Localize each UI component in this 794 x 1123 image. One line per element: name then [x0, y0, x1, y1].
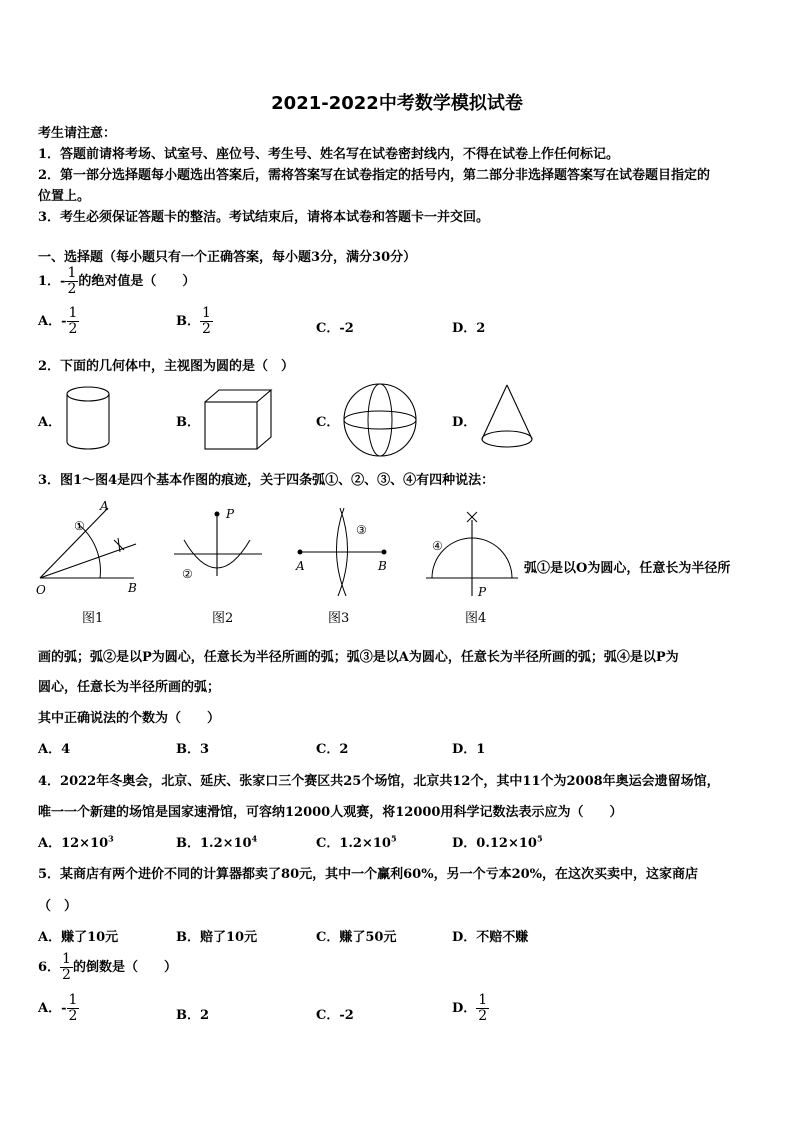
arc-label: ④ [432, 539, 443, 553]
fraction-numerator: 1 [68, 305, 78, 321]
fraction [65, 266, 78, 297]
option-d: D．1 [452, 742, 486, 757]
question-3-text: 画的弧；弧②是以P为圆心，任意长为半径所画的弧；弧③是以A为圆心，任意长为半径所画的弧；弧④是以P为 [38, 650, 679, 665]
fraction-numerator: 1 [67, 265, 77, 281]
figure-caption: 图4 [465, 611, 487, 626]
fraction-numerator: 1 [478, 992, 488, 1008]
point-label: B [378, 559, 387, 573]
option-a [38, 993, 79, 1024]
option-d: D． [452, 415, 477, 430]
exponent: 3 [108, 833, 114, 844]
fraction-denominator: 2 [62, 967, 71, 983]
fraction [67, 306, 80, 337]
option-c: C．赚了50元 [316, 930, 397, 945]
option-value: 1.2×10 [339, 836, 391, 851]
option-d [452, 993, 489, 1024]
option-a [38, 832, 114, 851]
option-d: D．2 [452, 321, 486, 336]
question-3-text: 弧①是以O为圆心，任意长为半径所 [524, 561, 731, 576]
option-a [38, 306, 79, 337]
figure-4 [424, 504, 520, 600]
notice-item: 1．答题前请将考场、试室号、座位号、考生号、姓名写在试卷密封线内，不得在试卷上作任何标记。 [38, 147, 620, 162]
figure-1 [34, 498, 146, 598]
fraction-denominator: 2 [68, 1008, 78, 1024]
point-label: P [226, 507, 235, 521]
fraction-numerator: 1 [68, 992, 78, 1008]
question-stem: 的倒数是（ ） [72, 960, 177, 975]
option-label: A． [38, 836, 62, 851]
notice-item: 位置上。 [38, 189, 91, 204]
cube-figure [203, 388, 275, 452]
option-label: B． [176, 836, 200, 851]
question-3: 3．图1～图4是四个基本作图的痕迹，关于四条弧①、②、③、④有四种说法： [38, 473, 495, 488]
fraction [200, 306, 213, 337]
option-c [316, 832, 397, 851]
fraction-numerator: 1 [202, 305, 211, 321]
figure-2 [170, 500, 266, 598]
fraction-numerator: 1 [62, 951, 71, 967]
fraction [60, 952, 73, 983]
option-b: B．2 [176, 1008, 210, 1023]
option-value: 0.12×10 [476, 836, 537, 851]
option-d [452, 832, 543, 851]
question-5: 5．某商店有两个进价不同的计算器都卖了80元，其中一个赢利60%，另一个亏本20%，在这次买卖中，这家商店 [38, 867, 699, 882]
option-c: C． [316, 415, 340, 430]
page-title: 2021-2022中考数学模拟试卷 [271, 93, 523, 114]
point-label: A [100, 499, 109, 513]
question-number: 6． [38, 960, 61, 975]
minus-sign: - [60, 274, 66, 289]
cylinder-figure [64, 384, 112, 454]
option-b [176, 306, 213, 337]
option-c: C．2 [316, 742, 349, 757]
sphere-figure [340, 383, 420, 457]
cone-figure [478, 383, 536, 455]
option-b: B． [176, 415, 200, 430]
option-a: A． [38, 415, 62, 430]
exponent: 5 [390, 833, 397, 844]
fraction [67, 993, 80, 1024]
fraction-denominator: 2 [68, 321, 78, 337]
point-label: P [478, 585, 487, 599]
option-b [176, 832, 257, 851]
question-2: 2．下面的几何体中，主视图为圆的是（ ） [38, 359, 295, 374]
section-heading: 一、选择题（每小题只有一个正确答案，每小题3分，满分30分） [38, 250, 417, 265]
question-3-text: 圆心，任意长为半径所画的弧； [38, 680, 221, 695]
question-6 [38, 952, 177, 983]
option-a: A．4 [38, 742, 71, 757]
question-4: 4．2022年冬奥会，北京、延庆、张家口三个赛区共25个场馆，北京共12个，其中11个为2008年奥运会遗留场馆， [38, 774, 720, 789]
exponent: 4 [251, 833, 258, 844]
figure-caption: 图2 [212, 611, 234, 626]
option-label: C． [316, 836, 340, 851]
question-5: （ ） [38, 899, 78, 914]
point-label: O [36, 583, 46, 597]
option-label: A． [38, 1001, 62, 1016]
figure-3 [290, 498, 394, 602]
notice-heading: 考生请注意： [38, 126, 117, 141]
notice-item: 2．第一部分选择题每小题选出答案后，需将答案写在试卷指定的括号内，第二部分非选择题答案写在试卷题目指定的 [38, 168, 711, 183]
option-label: A． [38, 314, 62, 329]
point-label: B [128, 581, 137, 595]
minus-sign: - [61, 1001, 67, 1016]
question-number: 1． [38, 274, 61, 289]
option-label: B． [176, 314, 200, 329]
option-b: B．3 [176, 742, 210, 757]
exponent: 5 [536, 833, 543, 844]
point-label: A [296, 559, 305, 573]
fraction [476, 993, 489, 1024]
question-4: 唯一一个新建的场馆是国家速滑馆，可容纳12000人观赛，将12000用科学记数法表示应为（ ） [38, 805, 623, 820]
question-1 [38, 266, 195, 297]
minus-sign: - [61, 314, 67, 329]
option-value: 12×10 [61, 836, 109, 851]
arc-label: ② [182, 567, 193, 581]
option-c: C．-2 [316, 321, 354, 336]
option-d: D．不赔不赚 [452, 930, 529, 945]
fraction-denominator: 2 [478, 1008, 488, 1024]
option-b: B．赔了10元 [176, 930, 258, 945]
fraction-denominator: 2 [202, 321, 211, 337]
figure-caption: 图3 [328, 611, 350, 626]
option-c: C．-2 [316, 1008, 354, 1023]
option-value: 1.2×10 [200, 836, 252, 851]
option-label: D． [452, 836, 477, 851]
question-3-ask: 其中正确说法的个数为（ ） [38, 711, 221, 726]
arc-label: ③ [356, 523, 367, 537]
option-a: A．赚了10元 [38, 930, 119, 945]
question-stem: 的绝对值是（ ） [78, 274, 196, 289]
fraction-denominator: 2 [67, 281, 77, 297]
figure-caption: 图1 [82, 611, 104, 626]
notice-item: 3．考生必须保证答题卡的整洁。考试结束后，请将本试卷和答题卡一并交回。 [38, 210, 490, 225]
option-label: D． [452, 1001, 477, 1016]
arc-label: ① [74, 519, 85, 533]
